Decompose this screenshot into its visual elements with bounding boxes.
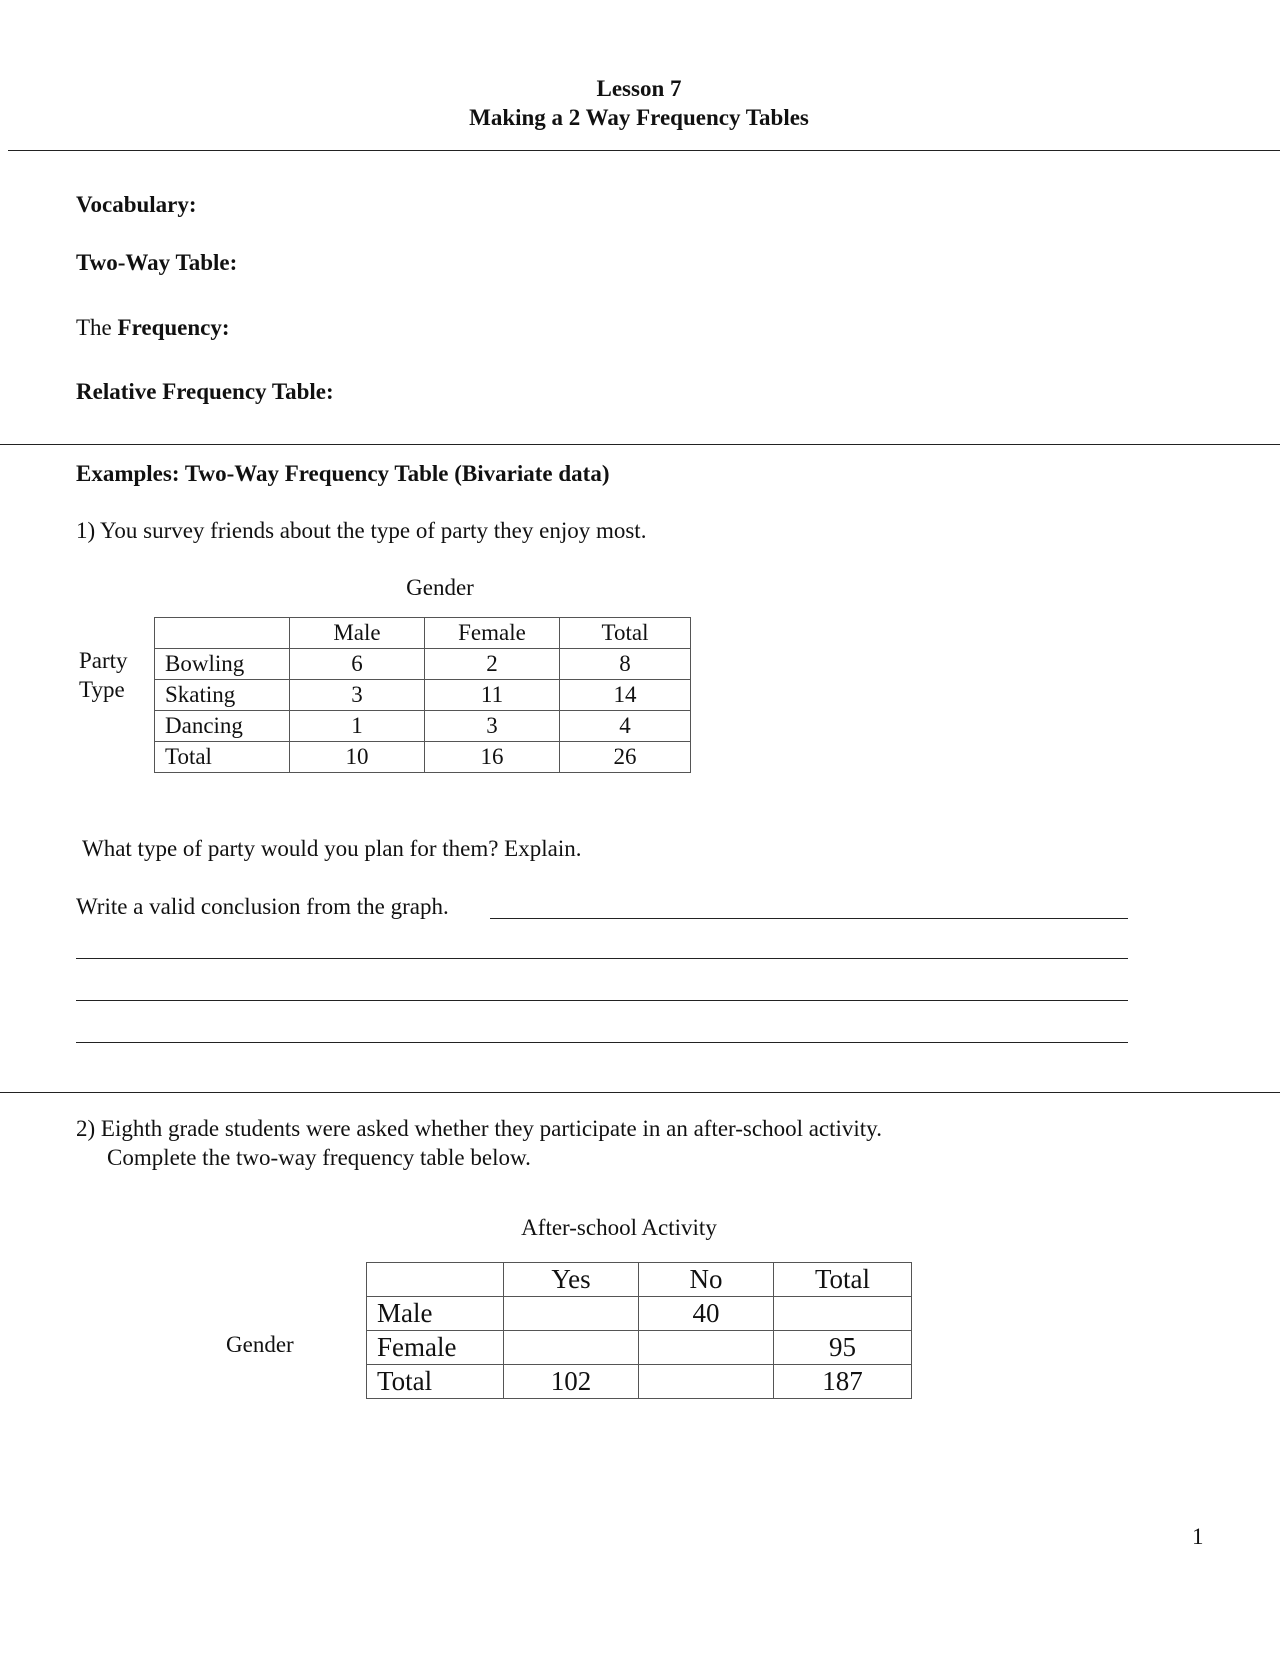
table1-row-group-label: Party <box>79 648 128 673</box>
example1-prompt: 1) You survey friends about the type of party they enjoy most. <box>76 518 647 543</box>
divider <box>8 150 1280 151</box>
table1-row-group-label: Type <box>79 677 125 702</box>
answer-line[interactable] <box>76 1042 1128 1043</box>
answer-line[interactable] <box>490 918 1128 919</box>
table-header-cell <box>155 618 290 649</box>
table-row <box>367 1365 912 1399</box>
table-header-cell: Female <box>425 618 560 649</box>
table-cell: 95 <box>774 1331 912 1365</box>
table-cell: 11 <box>425 680 560 711</box>
table-cell: Skating <box>155 680 290 711</box>
divider <box>0 444 1280 445</box>
blank-cell[interactable] <box>639 1331 774 1365</box>
blank-cell[interactable] <box>504 1297 639 1331</box>
table-header-cell: Total <box>560 618 691 649</box>
examples-heading: Examples: Two-Way Frequency Table (Bivariate data) <box>76 461 610 486</box>
table-cell: 6 <box>290 649 425 680</box>
table1-column-group-label: Gender <box>406 575 474 600</box>
table-cell: Female <box>367 1331 504 1365</box>
table-header-cell: Yes <box>504 1263 639 1297</box>
table-cell: 102 <box>504 1365 639 1399</box>
table-cell: 14 <box>560 680 691 711</box>
table-cell: 26 <box>560 742 691 773</box>
vocab-relative-frequency: Relative Frequency Table: <box>76 379 334 404</box>
party-frequency-table <box>154 617 691 773</box>
page-number: 1 <box>1192 1524 1204 1549</box>
answer-line[interactable] <box>76 958 1128 959</box>
table-header-cell: No <box>639 1263 774 1297</box>
table-cell: Total <box>155 742 290 773</box>
table-cell: Male <box>367 1297 504 1331</box>
lesson-number: Lesson 7 <box>596 76 682 101</box>
table-cell: 2 <box>425 649 560 680</box>
table2-row-group-label: Gender <box>226 1332 294 1357</box>
table-header-cell: Total <box>774 1263 912 1297</box>
table-header-row <box>155 618 691 649</box>
table-cell: 3 <box>290 680 425 711</box>
activity-frequency-table <box>366 1262 912 1399</box>
blank-cell[interactable] <box>774 1297 912 1331</box>
table-cell: 1 <box>290 711 425 742</box>
table-header-cell <box>367 1263 504 1297</box>
example1-question: What type of party would you plan for them? Explain. <box>82 836 582 861</box>
divider <box>0 1092 1280 1093</box>
vocab-two-way-table: Two-Way Table: <box>76 250 238 275</box>
table-cell: Bowling <box>155 649 290 680</box>
page-title: Making a 2 Way Frequency Tables <box>469 105 809 130</box>
table2-column-group-label: After-school Activity <box>521 1215 717 1240</box>
blank-cell[interactable] <box>504 1331 639 1365</box>
vocab-frequency <box>76 315 230 341</box>
table-cell: 4 <box>560 711 691 742</box>
table-row <box>155 649 691 680</box>
table-cell: 3 <box>425 711 560 742</box>
table-cell: 187 <box>774 1365 912 1399</box>
vocabulary-heading: Vocabulary: <box>76 192 197 217</box>
table-row <box>367 1331 912 1365</box>
table-cell: 10 <box>290 742 425 773</box>
blank-cell[interactable] <box>639 1365 774 1399</box>
answer-line[interactable] <box>76 1000 1128 1001</box>
table-cell: 16 <box>425 742 560 773</box>
vocab-frequency-prefix: The <box>76 315 112 340</box>
table-cell: 8 <box>560 649 691 680</box>
example2-prompt: 2) Eighth grade students were asked whether they participate in an after-school activity. <box>76 1116 882 1141</box>
table-cell: 40 <box>639 1297 774 1331</box>
table-row <box>155 742 691 773</box>
table-header-cell: Male <box>290 618 425 649</box>
table-row <box>155 711 691 742</box>
table-row <box>367 1297 912 1331</box>
conclusion-prompt: Write a valid conclusion from the graph. <box>76 894 449 919</box>
vocab-frequency-term: Frequency: <box>117 315 230 340</box>
table-header-row <box>367 1263 912 1297</box>
table-cell: Dancing <box>155 711 290 742</box>
table-cell: Total <box>367 1365 504 1399</box>
example2-instruction: Complete the two-way frequency table below. <box>107 1145 531 1170</box>
table-row <box>155 680 691 711</box>
